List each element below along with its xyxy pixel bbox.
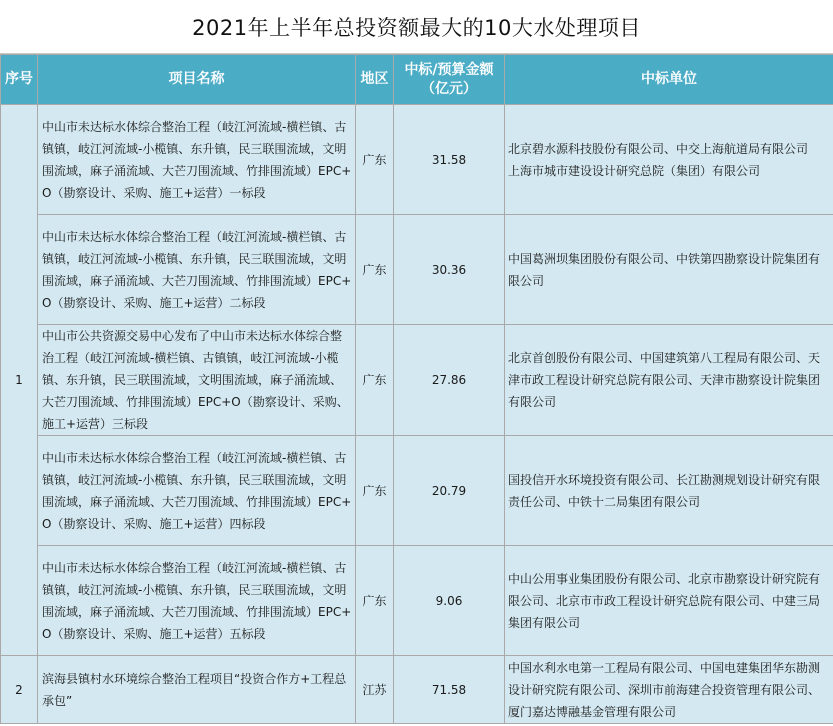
region-cell: 广东 [356, 325, 394, 436]
region-cell: 广东 [356, 105, 394, 215]
amount-cell: 20.79 [394, 436, 505, 546]
header-winner: 中标单位 [505, 55, 833, 105]
header-amount-line1: 中标/预算金额 [404, 61, 494, 78]
winner-cell: 北京首创股份有限公司、中国建筑第八工程局有限公司、天津市政工程设计研究总院有限公司、天津市勘察设计院集团有限公司 [505, 325, 833, 436]
header-amount [394, 55, 505, 105]
table-row [1, 436, 833, 546]
header-amount-line2: （亿元） [421, 80, 477, 97]
header-seq: 序号 [1, 55, 38, 105]
table-row [1, 215, 833, 325]
projects-table [0, 54, 833, 724]
header-project-name: 项目名称 [38, 55, 356, 105]
header-row [1, 55, 833, 105]
region-cell: 江苏 [356, 656, 394, 724]
table-row [1, 656, 833, 724]
winner-cell: 中山公用事业集团股份有限公司、北京市勘察设计研究院有限公司、北京市市政工程设计研究总院有限公司、中建三局集团有限公司 [505, 546, 833, 656]
seq-cell: 2 [1, 656, 38, 724]
project-name-cell: 滨海县镇村水环境综合整治工程项目“投资合作方+工程总承包” [38, 656, 356, 724]
winner-cell: 中国水利水电第一工程局有限公司、中国电建集团华东勘测设计研究院有限公司、深圳市前海建合投资管理有限公司、厦门嘉达博融基金管理有限公司 [505, 656, 833, 724]
region-cell: 广东 [356, 436, 394, 546]
winner-line: 上海市城市建设设计研究总院（集团）有限公司 [508, 163, 761, 178]
project-name-cell: 中山市未达标水体综合整治工程（岐江河流域-横栏镇、古镇镇，岐江河流域-小榄镇、东升镇，民三联围流域，文明围流域，麻子涌流域、大芒刀围流域、竹排围流域）EPC+O（勘察设计、采购、施工+运营）二标段 [38, 215, 356, 325]
amount-cell: 31.58 [394, 105, 505, 215]
winner-line: 北京碧水源科技股份有限公司、中交上海航道局有限公司 [508, 141, 809, 156]
region-cell: 广东 [356, 215, 394, 325]
project-name-cell: 中山市未达标水体综合整治工程（岐江河流域-横栏镇、古镇镇，岐江河流域-小榄镇、东升镇，民三联围流域，文明围流域，麻子涌流域、大芒刀围流域、竹排围流域）EPC+O（勘察设计、采购、施工+运营）五标段 [38, 546, 356, 656]
seq-cell: 1 [1, 105, 38, 656]
winner-cell: 国投信开水环境投资有限公司、长江勘测规划设计研究有限责任公司、中铁十二局集团有限公司 [505, 436, 833, 546]
winner-cell [505, 105, 833, 215]
header-region: 地区 [356, 55, 394, 105]
amount-cell: 30.36 [394, 215, 505, 325]
table-row [1, 325, 833, 436]
project-name-cell: 中山市未达标水体综合整治工程（岐江河流域-横栏镇、古镇镇，岐江河流域-小榄镇、东升镇，民三联围流域，文明围流域，麻子涌流域、大芒刀围流域、竹排围流域）EPC+O（勘察设计、采购、施工+运营）四标段 [38, 436, 356, 546]
table-row [1, 105, 833, 215]
project-name-cell: 中山市未达标水体综合整治工程（岐江河流域-横栏镇、古镇镇，岐江河流域-小榄镇、东升镇，民三联围流域，文明围流域，麻子涌流域、大芒刀围流域、竹排围流域）EPC+O（勘察设计、采购、施工+运营）一标段 [38, 105, 356, 215]
table-row [1, 546, 833, 656]
amount-cell: 71.58 [394, 656, 505, 724]
winner-cell: 中国葛洲坝集团股份有限公司、中铁第四勘察设计院集团有限公司 [505, 215, 833, 325]
table-title: 2021年上半年总投资额最大的10大水处理项目 [0, 0, 833, 54]
project-name-cell: 中山市公共资源交易中心发布了中山市未达标水体综合整治工程（岐江河流域-横栏镇、古镇镇，岐江河流域-小榄镇、东升镇，民三联围流域，文明围流域，麻子涌流域、大芒刀围流域、竹排围流域）EPC+O（勘察设计、采购、施工+运营）三标段 [38, 325, 356, 436]
amount-cell: 27.86 [394, 325, 505, 436]
amount-cell: 9.06 [394, 546, 505, 656]
region-cell: 广东 [356, 546, 394, 656]
